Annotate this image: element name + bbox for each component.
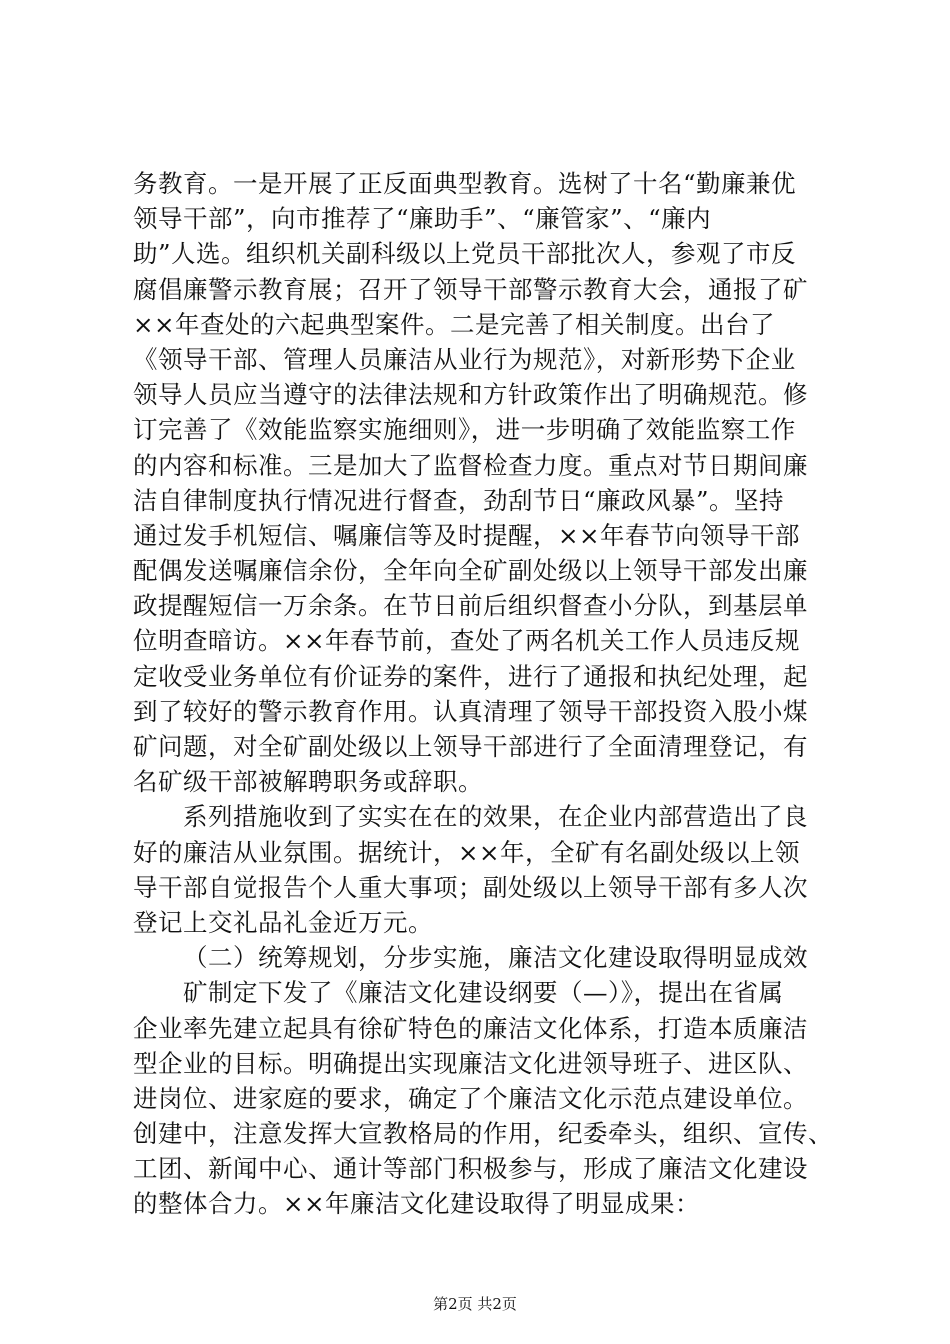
text-line: 领导干部”，向市推荐了“廉助手”、“廉管家”、“廉内 <box>133 204 712 234</box>
text-line: 好的廉洁从业氛围。据统计，××年，全矿有名副处级以上领 <box>133 837 801 867</box>
text-line: 登记上交礼品礼金近万元。 <box>133 907 433 937</box>
text-line: 企业率先建立起具有徐矿特色的廉洁文化体系，打造本质廉洁 <box>133 1013 808 1043</box>
text-line: 定收受业务单位有价证券的案件，进行了通报和执纪处理，起 <box>133 661 808 691</box>
text-line: 政提醒短信一万余条。在节日前后组织督查小分队，到基层单 <box>133 591 808 621</box>
text-line: 创建中，注意发挥大宣教格局的作用，纪委牵头，组织、宣传、 <box>133 1119 833 1149</box>
text-line: 通过发手机短信、嘱廉信等及时提醒，××年春节向领导干部 <box>133 520 801 550</box>
text-line: 的内容和标准。三是加大了监督检查力度。重点对节日期间廉 <box>133 450 808 480</box>
document-body <box>133 166 843 1222</box>
text-line: 洁自律制度执行情况进行督查，劲刮节日“廉政风暴”。坚持 <box>133 485 785 515</box>
text-line: （二）统筹规划，分步实施，廉洁文化建设取得明显成效 <box>183 943 808 973</box>
text-line: 订完善了《效能监察实施细则》，进一步明确了效能监察工作 <box>133 415 796 445</box>
text-line: 腐倡廉警示教育展；召开了领导干部警示教育大会，通报了矿 <box>133 274 808 304</box>
text-line: 工团、新闻中心、通计等部门积极参与，形成了廉洁文化建设 <box>133 1154 808 1184</box>
text-line: 《领导干部、管理人员廉洁从业行为规范》，对新形势下企业 <box>133 344 796 374</box>
text-line: 到了较好的警示教育作用。认真清理了领导干部投资入股小煤 <box>133 696 808 726</box>
text-line: 名矿级干部被解聘职务或辞职。 <box>133 767 483 797</box>
text-line: 矿制定下发了《廉洁文化建设纲要（—）》，提出在省属 <box>183 978 784 1008</box>
page-footer: 第2页 共2页 <box>433 1295 517 1313</box>
text-line: 型企业的目标。明确提出实现廉洁文化进领导班子、进区队、 <box>133 1048 808 1078</box>
text-line: 务教育。一是开展了正反面典型教育。选树了十名“勤廉兼优 <box>133 169 797 198</box>
text-line: 配偶发送嘱廉信余份，全年向全矿副处级以上领导干部发出廉 <box>133 556 808 586</box>
text-line: 系列措施收到了实实在在的效果，在企业内部营造出了良 <box>183 802 808 832</box>
text-line: 助”人选。组织机关副科级以上党员干部批次人，参观了市反 <box>133 239 797 269</box>
text-line: 进岗位、进家庭的要求，确定了个廉洁文化示范点建设单位。 <box>133 1083 808 1113</box>
text-line: ××年查处的六起典型案件。二是完善了相关制度。出台了 <box>133 309 776 339</box>
text-line: 领导人员应当遵守的法律法规和方针政策作出了明确规范。修 <box>133 380 808 410</box>
text-line: 导干部自觉报告个人重大事项；副处级以上领导干部有多人次 <box>133 872 808 902</box>
text-line: 矿问题，对全矿副处级以上领导干部进行了全面清理登记，有 <box>133 732 808 761</box>
text-line: 的整体合力。××年廉洁文化建设取得了明显成果： <box>133 1189 701 1219</box>
text-line: 位明查暗访。××年春节前，查处了两名机关工作人员违反规 <box>133 626 801 656</box>
